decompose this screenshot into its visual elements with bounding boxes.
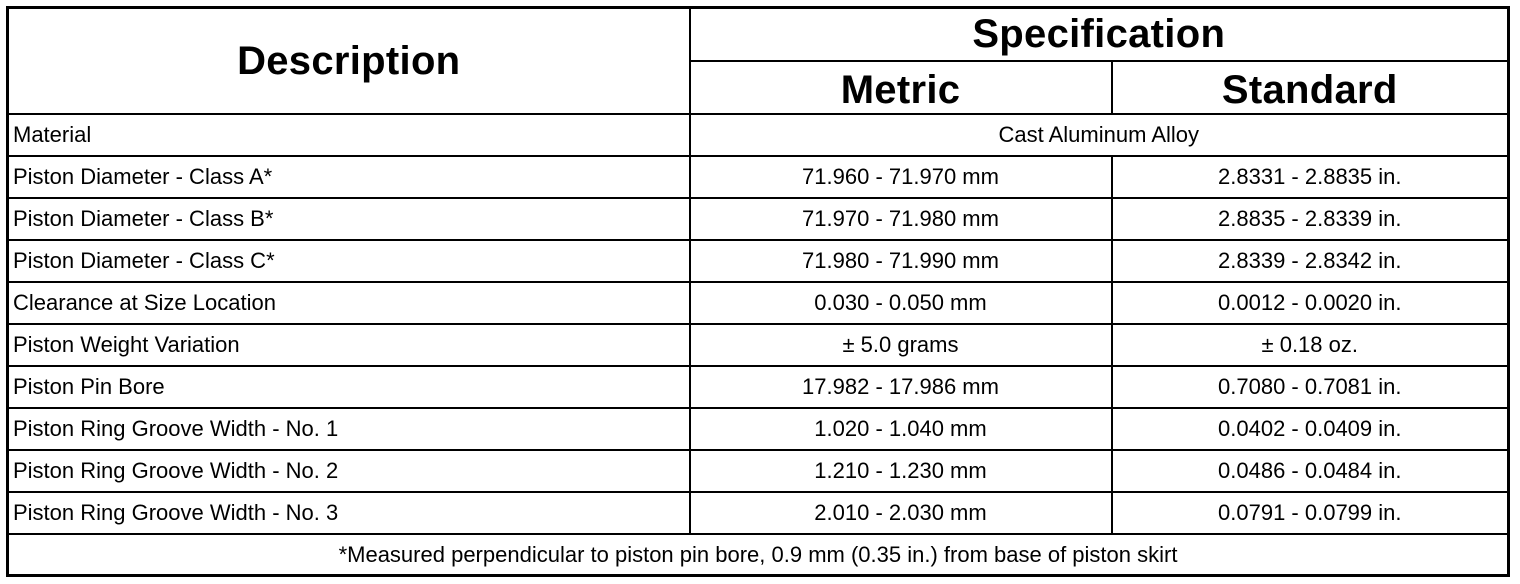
- row-metric-value: 1.210 - 1.230 mm: [690, 450, 1112, 492]
- row-metric-value: ± 5.0 grams: [690, 324, 1112, 366]
- material-value: Cast Aluminum Alloy: [690, 114, 1509, 156]
- row-description: Piston Diameter - Class B*: [8, 198, 690, 240]
- table-row: [8, 492, 1509, 534]
- header-row-1: [8, 8, 1509, 62]
- standard-header: Standard: [1112, 61, 1509, 114]
- table-row: [8, 240, 1509, 282]
- footnote-row: [8, 534, 1509, 576]
- specification-table: [6, 6, 1510, 577]
- row-description: Piston Pin Bore: [8, 366, 690, 408]
- row-standard-value: 0.0402 - 0.0409 in.: [1112, 408, 1509, 450]
- row-standard-value: 0.0791 - 0.0799 in.: [1112, 492, 1509, 534]
- row-description: Piston Diameter - Class C*: [8, 240, 690, 282]
- row-description: Clearance at Size Location: [8, 282, 690, 324]
- row-standard-value: 2.8835 - 2.8339 in.: [1112, 198, 1509, 240]
- row-description: Piston Ring Groove Width - No. 2: [8, 450, 690, 492]
- row-description: Piston Ring Groove Width - No. 3: [8, 492, 690, 534]
- row-standard-value: 0.0486 - 0.0484 in.: [1112, 450, 1509, 492]
- table-row: [8, 366, 1509, 408]
- table-row: [8, 198, 1509, 240]
- metric-header: Metric: [690, 61, 1112, 114]
- row-metric-value: 71.960 - 71.970 mm: [690, 156, 1112, 198]
- row-metric-value: 71.980 - 71.990 mm: [690, 240, 1112, 282]
- row-standard-value: 0.0012 - 0.0020 in.: [1112, 282, 1509, 324]
- row-description: Piston Diameter - Class A*: [8, 156, 690, 198]
- table-row: [8, 282, 1509, 324]
- footnote: *Measured perpendicular to piston pin bore, 0.9 mm (0.35 in.) from base of piston skirt: [8, 534, 1509, 576]
- table-row: [8, 156, 1509, 198]
- row-metric-value: 71.970 - 71.980 mm: [690, 198, 1112, 240]
- row-metric-value: 1.020 - 1.040 mm: [690, 408, 1112, 450]
- row-standard-value: 0.7080 - 0.7081 in.: [1112, 366, 1509, 408]
- table-row: [8, 324, 1509, 366]
- row-description: Piston Weight Variation: [8, 324, 690, 366]
- row-metric-value: 17.982 - 17.986 mm: [690, 366, 1112, 408]
- description-header: Description: [8, 8, 690, 115]
- row-standard-value: 2.8339 - 2.8342 in.: [1112, 240, 1509, 282]
- row-metric-value: 0.030 - 0.050 mm: [690, 282, 1112, 324]
- table-row: [8, 450, 1509, 492]
- specification-header: Specification: [690, 8, 1509, 62]
- material-label: Material: [8, 114, 690, 156]
- row-metric-value: 2.010 - 2.030 mm: [690, 492, 1112, 534]
- material-row: [8, 114, 1509, 156]
- row-standard-value: ± 0.18 oz.: [1112, 324, 1509, 366]
- row-standard-value: 2.8331 - 2.8835 in.: [1112, 156, 1509, 198]
- table-row: [8, 408, 1509, 450]
- row-description: Piston Ring Groove Width - No. 1: [8, 408, 690, 450]
